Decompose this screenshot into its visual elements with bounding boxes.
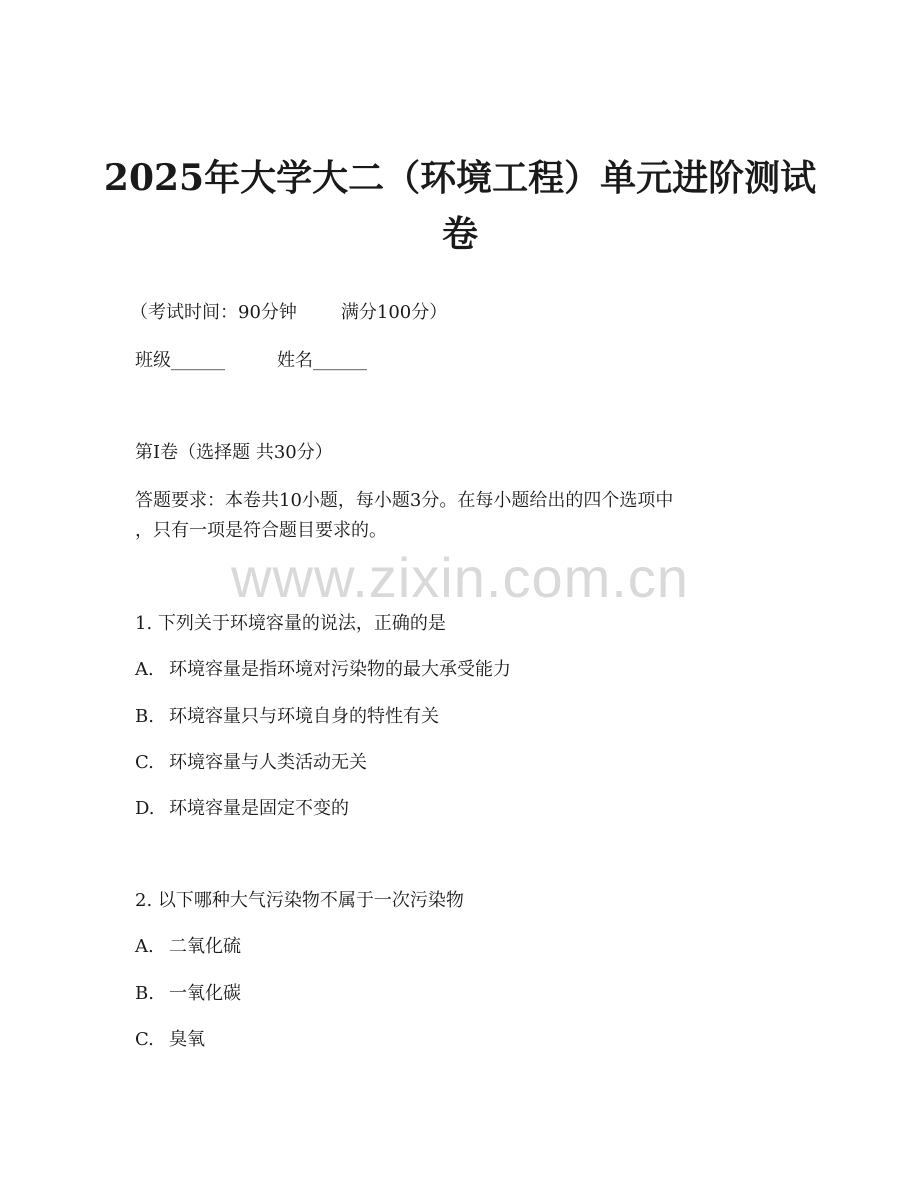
exam-info (130, 301, 447, 325)
question-1-option-a (135, 658, 511, 682)
option-letter: B. (135, 706, 154, 727)
class-field: 班级______ (135, 350, 225, 371)
title-line-1: 2025年大学大二（环境工程）单元进阶测试 (103, 157, 817, 199)
question-1-stem: 1. 下列关于环境容量的说法，正确的是 (135, 613, 446, 634)
question-2-option-b (135, 982, 241, 1006)
option-text: 二氧化硫 (169, 936, 241, 957)
question-2-stem: 2. 以下哪种大气污染物不属于一次污染物 (135, 890, 464, 911)
option-text: 一氧化碳 (169, 983, 241, 1004)
question-2-option-c (135, 1028, 205, 1052)
section-instructions-1: 答题要求：本卷共10小题，每小题3分。在每小题给出的四个选项中 (135, 490, 674, 511)
question-1-option-b (135, 705, 439, 729)
title-line-2: 卷 (441, 213, 478, 255)
question-1-option-d (135, 797, 349, 821)
section-instructions-2: ，只有一项是符合题目要求的。 (135, 520, 387, 541)
option-letter: D. (135, 798, 155, 819)
option-text: 环境容量是固定不变的 (169, 798, 349, 819)
question-2-option-a (135, 935, 241, 959)
option-text: 环境容量是指环境对污染物的最大承受能力 (169, 659, 511, 680)
section-heading: 第I卷（选择题 共30分） (135, 442, 333, 463)
option-text: 环境容量与人类活动无关 (169, 752, 367, 773)
option-letter: A. (135, 936, 154, 957)
option-text: 环境容量只与环境自身的特性有关 (169, 706, 439, 727)
name-field: 姓名______ (277, 350, 367, 371)
option-text: 臭氧 (169, 1029, 205, 1050)
option-letter: C. (135, 752, 154, 773)
exam-score: 满分100分） (340, 302, 448, 323)
student-fields (135, 349, 367, 373)
question-1-option-c (135, 751, 367, 775)
document-title (100, 150, 820, 262)
option-letter: C. (135, 1029, 154, 1050)
exam-time: （考试时间：90分钟 (130, 302, 297, 323)
watermark: www.zixin.com.cn (231, 546, 689, 609)
option-letter: A. (135, 659, 154, 680)
option-letter: B. (135, 983, 154, 1004)
